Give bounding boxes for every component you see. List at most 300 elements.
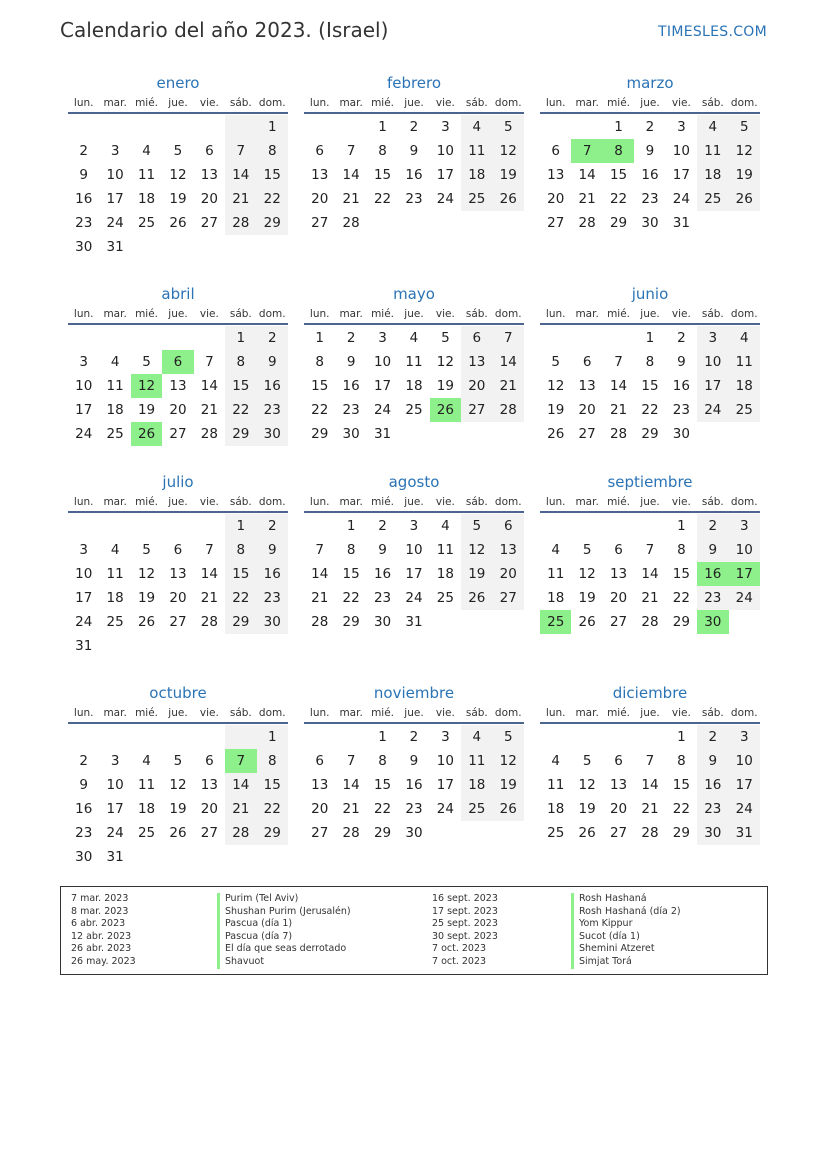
weekday-header — [540, 94, 760, 114]
day-cell: 3 — [79, 354, 88, 370]
day-cell: 11 — [547, 566, 565, 582]
day-cell: 22 — [225, 586, 256, 610]
weekday-label: vie. — [671, 496, 691, 508]
day-cell: 21 — [493, 374, 524, 398]
day-cell: 24 — [436, 191, 454, 207]
weekday-label: mié. — [371, 97, 395, 109]
weekday-label: mié. — [607, 707, 631, 719]
day-cell: 1 — [378, 119, 387, 135]
day-cell: 1 — [315, 330, 324, 346]
day-grid — [304, 326, 524, 446]
day-cell: 25 — [405, 402, 423, 418]
day-cell: 4 — [409, 330, 419, 346]
weekday-label: sáb. — [701, 97, 724, 109]
weekday-label: jue. — [640, 308, 660, 320]
day-cell: 17 — [729, 773, 760, 797]
day-cell: 24 — [672, 191, 690, 207]
weekday-label: mié. — [135, 97, 159, 109]
day-cell: 25 — [106, 614, 124, 630]
day-cell: 26 — [547, 426, 565, 442]
month-marzo — [540, 72, 760, 235]
empty-cell — [194, 514, 225, 538]
weekday-label: dom. — [494, 707, 522, 719]
day-cell: 3 — [697, 326, 728, 350]
weekday-label: dom. — [494, 496, 522, 508]
weekday-label: dom. — [730, 496, 758, 508]
day-grid — [68, 115, 288, 259]
day-cell: 19 — [461, 562, 492, 586]
weekday-label: vie. — [671, 707, 691, 719]
weekday-label: vie. — [435, 97, 455, 109]
day-cell: 16 — [257, 374, 288, 398]
day-cell: 19 — [578, 801, 596, 817]
day-cell: 4 — [551, 753, 560, 769]
empty-cell — [430, 610, 461, 634]
day-cell: 2 — [79, 753, 88, 769]
day-cell: 4 — [142, 753, 151, 769]
day-cell: 28 — [225, 821, 256, 845]
day-cell: 1 — [346, 518, 356, 534]
day-cell: 4 — [461, 725, 492, 749]
month-name: diciembre — [612, 684, 688, 702]
day-cell: 27 — [311, 825, 329, 841]
day-cell: 2 — [409, 119, 419, 135]
holiday-day-cell: 7 — [225, 749, 256, 773]
empty-cell — [729, 422, 760, 446]
day-cell: 29 — [257, 821, 288, 845]
legend-date: 30 sept. 2023 — [432, 930, 498, 942]
empty-cell — [162, 326, 193, 350]
weekday-label: vie. — [199, 496, 219, 508]
weekday-label: lun. — [309, 496, 330, 508]
day-cell: 6 — [205, 143, 214, 159]
day-cell: 10 — [106, 777, 124, 793]
day-cell: 26 — [578, 825, 596, 841]
day-cell: 17 — [697, 374, 728, 398]
day-grid — [540, 514, 760, 634]
empty-cell — [697, 211, 728, 235]
empty-cell — [493, 821, 524, 845]
day-cell: 8 — [225, 538, 256, 562]
day-cell: 5 — [142, 542, 151, 558]
empty-cell — [430, 821, 461, 845]
day-cell: 4 — [697, 115, 728, 139]
day-cell: 3 — [378, 330, 387, 346]
empty-cell — [304, 115, 335, 139]
day-cell: 7 — [614, 354, 623, 370]
weekday-label: lun. — [545, 496, 566, 508]
weekday-label: mar. — [103, 97, 127, 109]
day-cell: 20 — [493, 562, 524, 586]
day-cell: 6 — [582, 354, 592, 370]
weekday-label: dom. — [494, 308, 522, 320]
month-enero — [68, 72, 288, 259]
day-cell: 25 — [697, 187, 728, 211]
day-cell: 26 — [493, 187, 524, 211]
day-cell: 21 — [225, 187, 256, 211]
legend-holiday-name: Simjat Torá — [571, 956, 632, 969]
day-cell: 23 — [672, 402, 690, 418]
weekday-header — [540, 493, 760, 513]
legend-date: 26 may. 2023 — [71, 956, 136, 967]
empty-cell — [162, 514, 193, 538]
day-cell: 9 — [257, 538, 288, 562]
day-cell: 16 — [405, 167, 423, 183]
empty-cell — [99, 326, 130, 350]
day-cell: 15 — [373, 167, 392, 183]
month-name: enero — [156, 74, 200, 92]
month-name: marzo — [626, 74, 674, 92]
day-cell: 2 — [697, 725, 728, 749]
day-cell: 29 — [257, 211, 288, 235]
day-cell: 7 — [205, 354, 214, 370]
brand-link[interactable]: TIMESLES.COM — [658, 24, 767, 40]
day-cell: 4 — [551, 542, 560, 558]
day-cell: 16 — [75, 801, 93, 817]
month-octubre — [68, 682, 288, 869]
day-cell: 27 — [547, 215, 565, 231]
weekday-header — [540, 704, 760, 724]
empty-cell — [634, 725, 665, 749]
day-cell: 9 — [645, 143, 655, 159]
day-cell: 16 — [342, 378, 360, 394]
empty-cell — [257, 634, 288, 658]
weekday-label: dom. — [258, 97, 286, 109]
weekday-label: mar. — [103, 308, 127, 320]
day-cell: 8 — [378, 753, 387, 769]
day-cell: 9 — [697, 538, 728, 562]
day-cell: 2 — [677, 330, 686, 346]
empty-cell — [99, 115, 130, 139]
weekday-header — [68, 704, 288, 724]
weekday-header — [68, 305, 288, 325]
day-cell: 13 — [169, 378, 187, 394]
weekday-label: sáb. — [701, 308, 724, 320]
day-cell: 13 — [609, 777, 628, 793]
legend-holiday-name: Yom Kippur — [571, 918, 632, 931]
day-cell: 15 — [225, 562, 256, 586]
month-septiembre — [540, 471, 760, 634]
day-cell: 20 — [609, 590, 628, 606]
day-cell: 4 — [729, 326, 760, 350]
day-cell: 29 — [225, 610, 256, 634]
weekday-label: jue. — [404, 97, 424, 109]
weekday-label: mar. — [339, 496, 363, 508]
day-cell: 31 — [729, 821, 760, 845]
day-cell: 18 — [697, 163, 728, 187]
day-cell: 21 — [225, 797, 256, 821]
day-cell: 30 — [75, 849, 93, 865]
weekday-label: mié. — [135, 707, 159, 719]
empty-cell — [398, 211, 429, 235]
day-cell: 25 — [137, 825, 156, 841]
day-cell: 3 — [110, 753, 120, 769]
weekday-label: vie. — [435, 496, 455, 508]
day-cell: 10 — [405, 542, 423, 558]
day-cell: 23 — [405, 801, 423, 817]
day-cell: 18 — [729, 374, 760, 398]
day-cell: 22 — [225, 398, 256, 422]
day-cell: 2 — [257, 514, 288, 538]
day-cell: 21 — [641, 801, 659, 817]
day-cell: 11 — [137, 167, 156, 183]
day-cell: 6 — [614, 753, 623, 769]
day-cell: 3 — [441, 729, 450, 745]
day-cell: 13 — [547, 167, 565, 183]
day-cell: 24 — [106, 215, 124, 231]
day-cell: 14 — [493, 350, 524, 374]
empty-cell — [131, 725, 162, 749]
legend-holiday-name: Purim (Tel Aviv) — [217, 893, 298, 906]
empty-cell — [257, 845, 288, 869]
day-cell: 30 — [257, 610, 288, 634]
day-cell: 27 — [609, 825, 628, 841]
empty-cell — [335, 725, 366, 749]
day-cell: 18 — [547, 590, 565, 606]
day-cell: 9 — [409, 143, 419, 159]
empty-cell — [603, 326, 634, 350]
day-cell: 25 — [547, 825, 565, 841]
day-cell: 30 — [373, 614, 392, 630]
day-cell: 20 — [311, 191, 329, 207]
day-cell: 12 — [493, 749, 524, 773]
day-cell: 2 — [257, 326, 288, 350]
day-cell: 30 — [697, 821, 728, 845]
day-cell: 10 — [436, 143, 454, 159]
empty-cell — [729, 610, 760, 634]
weekday-label: lun. — [545, 707, 566, 719]
day-cell: 14 — [641, 777, 659, 793]
weekday-label: mar. — [103, 496, 127, 508]
empty-cell — [68, 725, 99, 749]
weekday-label: dom. — [730, 308, 758, 320]
month-agosto — [304, 471, 524, 634]
empty-cell — [398, 422, 429, 446]
day-cell: 23 — [405, 191, 423, 207]
weekday-label: jue. — [640, 707, 660, 719]
day-cell: 25 — [729, 398, 760, 422]
day-cell: 6 — [614, 542, 623, 558]
empty-cell — [225, 115, 256, 139]
weekday-header — [304, 305, 524, 325]
day-cell: 20 — [609, 801, 628, 817]
day-cell: 7 — [205, 542, 214, 558]
weekday-label: lun. — [309, 707, 330, 719]
month-name: noviembre — [373, 684, 455, 702]
day-cell: 17 — [75, 402, 93, 418]
holiday-day-cell: 26 — [131, 422, 162, 446]
day-cell: 6 — [461, 326, 492, 350]
day-cell: 25 — [461, 187, 492, 211]
day-cell: 21 — [641, 590, 659, 606]
day-cell: 1 — [225, 326, 256, 350]
day-cell: 24 — [405, 590, 423, 606]
day-cell: 15 — [257, 773, 288, 797]
day-cell: 17 — [106, 801, 124, 817]
weekday-label: mié. — [371, 496, 395, 508]
day-cell: 31 — [672, 215, 690, 231]
day-cell: 8 — [315, 354, 324, 370]
day-cell: 7 — [346, 143, 356, 159]
day-cell: 20 — [169, 590, 187, 606]
empty-cell — [194, 235, 225, 259]
legend-holiday-name: Rosh Hashaná (día 2) — [571, 906, 681, 919]
weekday-header — [304, 704, 524, 724]
day-cell: 8 — [645, 354, 655, 370]
month-name: octubre — [149, 684, 207, 702]
day-grid — [540, 326, 760, 446]
day-cell: 26 — [461, 586, 492, 610]
day-cell: 8 — [257, 749, 288, 773]
day-cell: 22 — [342, 590, 360, 606]
empty-cell — [571, 514, 602, 538]
empty-cell — [493, 610, 524, 634]
day-cell: 9 — [697, 749, 728, 773]
day-cell: 4 — [441, 518, 450, 534]
weekday-label: jue. — [404, 496, 424, 508]
day-cell: 26 — [169, 825, 187, 841]
day-cell: 10 — [373, 354, 392, 370]
day-cell: 5 — [173, 753, 183, 769]
day-cell: 8 — [378, 143, 387, 159]
day-cell: 27 — [578, 426, 596, 442]
day-cell: 15 — [225, 374, 256, 398]
day-cell: 11 — [697, 139, 728, 163]
day-cell: 20 — [311, 801, 329, 817]
weekday-label: jue. — [168, 97, 188, 109]
holiday-legend — [60, 886, 768, 975]
day-cell: 20 — [200, 191, 218, 207]
empty-cell — [131, 845, 162, 869]
day-cell: 13 — [311, 777, 329, 793]
day-cell: 8 — [225, 350, 256, 374]
weekday-label: sáb. — [229, 308, 252, 320]
day-cell: 28 — [200, 426, 218, 442]
empty-cell — [68, 115, 99, 139]
day-cell: 19 — [436, 378, 454, 394]
day-cell: 28 — [609, 426, 628, 442]
empty-cell — [304, 514, 335, 538]
empty-cell — [571, 115, 602, 139]
legend-date: 7 oct. 2023 — [432, 943, 487, 955]
legend-holiday-name: Shavuot — [217, 956, 264, 969]
day-cell: 24 — [106, 825, 124, 841]
weekday-label: sáb. — [465, 496, 488, 508]
day-cell: 16 — [257, 562, 288, 586]
day-cell: 30 — [641, 215, 659, 231]
empty-cell — [162, 634, 193, 658]
day-cell: 18 — [137, 801, 156, 817]
day-cell: 9 — [409, 753, 419, 769]
day-cell: 10 — [697, 350, 728, 374]
day-cell: 28 — [311, 614, 329, 630]
weekday-label: lun. — [73, 97, 94, 109]
day-cell: 27 — [311, 215, 329, 231]
day-cell: 19 — [137, 402, 156, 418]
weekday-label: sáb. — [229, 496, 252, 508]
legend-date: 7 oct. 2023 — [432, 956, 487, 967]
legend-date: 17 sept. 2023 — [432, 905, 498, 917]
day-cell: 17 — [75, 590, 93, 606]
day-cell: 12 — [578, 566, 596, 582]
weekday-label: sáb. — [701, 496, 724, 508]
day-grid — [304, 115, 524, 235]
holiday-day-cell: 12 — [131, 374, 162, 398]
day-cell: 1 — [378, 729, 387, 745]
day-grid — [304, 514, 524, 634]
day-cell: 25 — [137, 215, 156, 231]
day-cell: 5 — [493, 725, 524, 749]
day-cell: 17 — [405, 566, 423, 582]
day-cell: 23 — [257, 586, 288, 610]
legend-date: 26 abr. 2023 — [71, 943, 132, 955]
day-cell: 24 — [697, 398, 728, 422]
month-julio — [68, 471, 288, 658]
weekday-label: dom. — [730, 97, 758, 109]
weekday-label: mar. — [575, 97, 599, 109]
day-cell: 11 — [405, 354, 423, 370]
month-febrero — [304, 72, 524, 235]
day-cell: 30 — [672, 426, 690, 442]
empty-cell — [461, 610, 492, 634]
day-cell: 11 — [547, 777, 565, 793]
day-grid — [540, 115, 760, 235]
day-cell: 10 — [75, 378, 93, 394]
legend-holiday-name: Sucot (día 1) — [571, 931, 640, 944]
day-cell: 14 — [342, 167, 360, 183]
day-cell: 26 — [137, 614, 156, 630]
day-cell: 23 — [373, 590, 392, 606]
day-cell: 11 — [461, 139, 492, 163]
day-cell: 6 — [493, 514, 524, 538]
day-cell: 12 — [169, 777, 187, 793]
day-cell: 5 — [493, 115, 524, 139]
empty-cell — [162, 115, 193, 139]
day-cell: 14 — [578, 167, 596, 183]
day-cell: 8 — [346, 542, 356, 558]
day-cell: 8 — [677, 753, 686, 769]
legend-date: 12 abr. 2023 — [71, 930, 132, 942]
day-cell: 16 — [697, 773, 728, 797]
day-cell: 10 — [672, 143, 690, 159]
empty-cell — [194, 115, 225, 139]
day-cell: 1 — [645, 330, 655, 346]
day-cell: 13 — [200, 167, 218, 183]
day-cell: 12 — [137, 566, 156, 582]
day-cell: 6 — [315, 143, 324, 159]
weekday-label: sáb. — [465, 308, 488, 320]
day-cell: 3 — [729, 514, 760, 538]
day-cell: 22 — [672, 801, 690, 817]
day-cell: 23 — [641, 191, 659, 207]
weekday-label: lun. — [309, 308, 330, 320]
day-cell: 26 — [729, 187, 760, 211]
weekday-header — [540, 305, 760, 325]
day-cell: 24 — [436, 801, 454, 817]
empty-cell — [225, 845, 256, 869]
weekday-label: mié. — [371, 308, 395, 320]
empty-cell — [430, 211, 461, 235]
holiday-day-cell: 8 — [603, 139, 634, 163]
day-cell: 28 — [641, 614, 659, 630]
day-cell: 5 — [551, 354, 560, 370]
day-cell: 5 — [173, 143, 183, 159]
day-grid — [68, 326, 288, 446]
month-name: febrero — [386, 74, 442, 92]
day-cell: 15 — [641, 378, 659, 394]
day-cell: 14 — [311, 566, 329, 582]
holiday-day-cell: 17 — [729, 562, 760, 586]
